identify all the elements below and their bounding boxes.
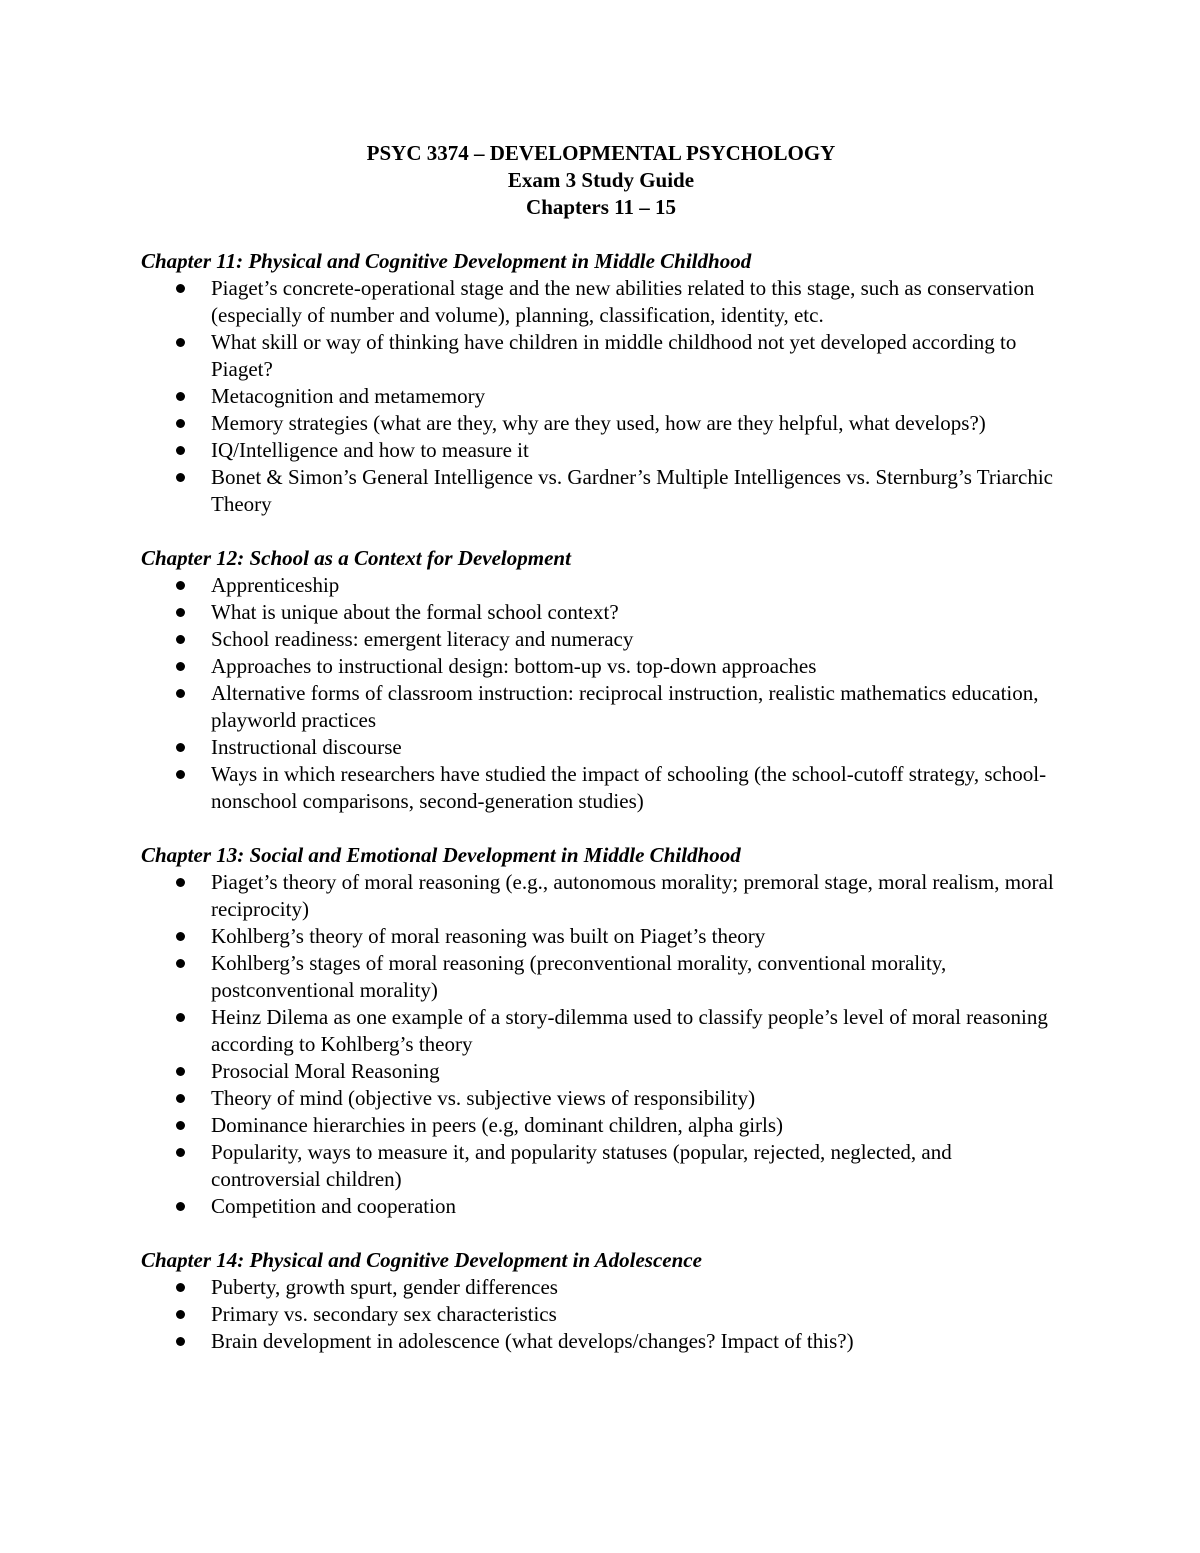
section-chapter-12: [141, 545, 1061, 815]
bullet-icon: [176, 689, 185, 698]
list-item: Kohlberg’s stages of moral reasoning (preconventional morality, conventional morality, postconventional morality): [141, 950, 1061, 1004]
bullet-icon: [176, 1283, 185, 1292]
section-title: Chapter 12: School as a Context for Development: [141, 546, 571, 570]
list-item: Bonet & Simon’s General Intelligence vs. Gardner’s Multiple Intelligences vs. Sternburg’s Triarchic Theory: [141, 464, 1061, 518]
list-item: Theory of mind (objective vs. subjective views of responsibility): [141, 1085, 1061, 1112]
bullet-icon: [176, 1094, 185, 1103]
bullet-icon: [176, 581, 185, 590]
bullet-icon: [176, 419, 185, 428]
section-title: Chapter 14: Physical and Cognitive Development in Adolescence: [141, 1248, 702, 1272]
section-chapter-14: [141, 1247, 1061, 1355]
list-item: Piaget’s concrete-operational stage and the new abilities related to this stage, such as conservation (especially of number and volume), planning, classification, identity, etc.: [141, 275, 1061, 329]
bullet-list: [141, 572, 1061, 815]
bullet-icon: [176, 446, 185, 455]
bullet-list: [141, 869, 1061, 1220]
section-chapter-11: [141, 248, 1061, 518]
list-item: Competition and cooperation: [141, 1193, 1061, 1220]
bullet-icon: [176, 1013, 185, 1022]
list-item: Puberty, growth spurt, gender differences: [141, 1274, 1061, 1301]
list-item: Heinz Dilema as one example of a story-dilemma used to classify people’s level of moral reasoning according to Kohlberg’s theory: [141, 1004, 1061, 1058]
document-page: [141, 140, 1061, 1355]
list-item: What is unique about the formal school context?: [141, 599, 1061, 626]
bullet-list: [141, 275, 1061, 518]
list-item: Instructional discourse: [141, 734, 1061, 761]
list-item: Kohlberg’s theory of moral reasoning was built on Piaget’s theory: [141, 923, 1061, 950]
bullet-icon: [176, 1148, 185, 1157]
bullet-icon: [176, 878, 185, 887]
list-item: Metacognition and metamemory: [141, 383, 1061, 410]
list-item: Approaches to instructional design: bottom-up vs. top-down approaches: [141, 653, 1061, 680]
list-item: Prosocial Moral Reasoning: [141, 1058, 1061, 1085]
bullet-icon: [176, 932, 185, 941]
list-item: Dominance hierarchies in peers (e.g, dominant children, alpha girls): [141, 1112, 1061, 1139]
list-item: Brain development in adolescence (what develops/changes? Impact of this?): [141, 1328, 1061, 1355]
list-item: Apprenticeship: [141, 572, 1061, 599]
bullet-icon: [176, 1121, 185, 1130]
list-item: What skill or way of thinking have children in middle childhood not yet developed according to Piaget?: [141, 329, 1061, 383]
bullet-icon: [176, 284, 185, 293]
bullet-icon: [176, 635, 185, 644]
list-item: Piaget’s theory of moral reasoning (e.g., autonomous morality; premoral stage, moral realism, moral reciprocity): [141, 869, 1061, 923]
guide-title: Exam 3 Study Guide: [507, 168, 695, 192]
section-title: Chapter 13: Social and Emotional Development in Middle Childhood: [141, 843, 741, 867]
document-header: [141, 140, 1061, 221]
bullet-icon: [176, 608, 185, 617]
bullet-icon: [176, 338, 185, 347]
bullet-icon: [176, 392, 185, 401]
section-title: Chapter 11: Physical and Cognitive Development in Middle Childhood: [141, 249, 752, 273]
bullet-icon: [176, 1202, 185, 1211]
section-chapter-13: [141, 842, 1061, 1220]
bullet-list: [141, 1274, 1061, 1355]
list-item: Ways in which researchers have studied the impact of schooling (the school-cutoff strategy, school-nonschool comparisons, second-generation studies): [141, 761, 1061, 815]
list-item: IQ/Intelligence and how to measure it: [141, 437, 1061, 464]
bullet-icon: [176, 1337, 185, 1346]
chapters-range: Chapters 11 – 15: [526, 195, 676, 219]
list-item: Popularity, ways to measure it, and popularity statuses (popular, rejected, neglected, and controversial children): [141, 1139, 1061, 1193]
bullet-icon: [176, 1067, 185, 1076]
list-item: School readiness: emergent literacy and numeracy: [141, 626, 1061, 653]
bullet-icon: [176, 662, 185, 671]
bullet-icon: [176, 743, 185, 752]
list-item: Memory strategies (what are they, why are they used, how are they helpful, what develops?): [141, 410, 1061, 437]
bullet-icon: [176, 959, 185, 968]
list-item: Primary vs. secondary sex characteristics: [141, 1301, 1061, 1328]
bullet-icon: [176, 473, 185, 482]
course-title: PSYC 3374 – DEVELOPMENTAL PSYCHOLOGY: [366, 141, 836, 165]
bullet-icon: [176, 1310, 185, 1319]
list-item: Alternative forms of classroom instruction: reciprocal instruction, realistic mathematics education, playworld practices: [141, 680, 1061, 734]
bullet-icon: [176, 770, 185, 779]
